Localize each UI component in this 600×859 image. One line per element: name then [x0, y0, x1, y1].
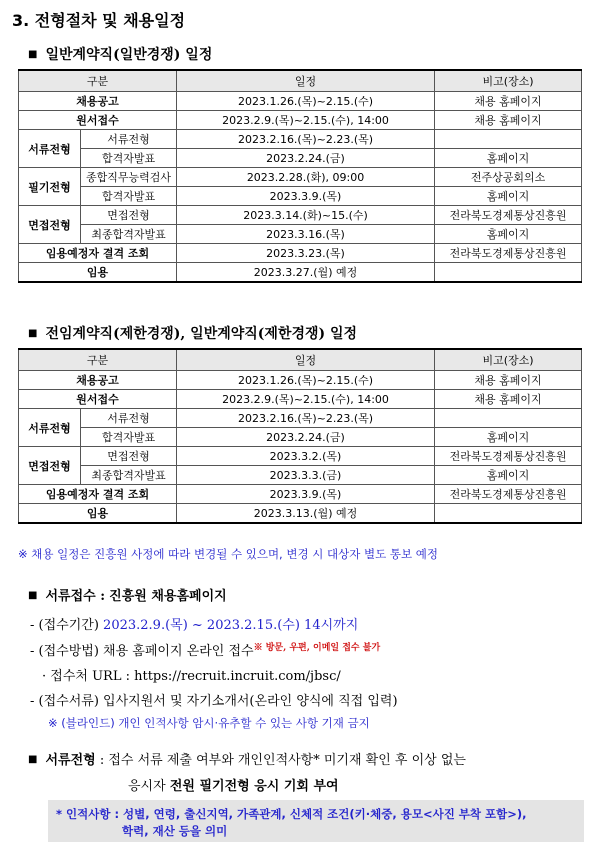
- row-subcategory: 합격자발표: [81, 428, 177, 447]
- table-row: [19, 409, 582, 428]
- row-remark: 홈페이지: [435, 466, 582, 485]
- section-title: 3. 전형절차 및 채용일정: [12, 11, 186, 30]
- row-remark: 전라북도경제통상진흥원: [435, 447, 582, 466]
- table-header-row: [19, 70, 582, 92]
- table-row: [19, 485, 582, 504]
- row-date: 2023.3.14.(화)~15.(수): [177, 206, 435, 225]
- screening-text-1: : 접수 서류 제출 여부와 개인인적사항* 미기재 확인 후 이상 없는: [99, 753, 466, 768]
- row-date: 2023.3.16.(목): [177, 225, 435, 244]
- row-group: 서류전형: [19, 130, 81, 168]
- row-remark: 채용 홈페이지: [435, 371, 582, 390]
- documents-line: - (접수서류) 입사지원서 및 자기소개서(온라인 양식에 직접 입력): [30, 694, 398, 709]
- row-remark: 전라북도경제통상진흥원: [435, 206, 582, 225]
- row-remark: 채용 홈페이지: [435, 111, 582, 130]
- table-row: [19, 466, 582, 485]
- row-date: 2023.2.16.(목)~2.23.(목): [177, 130, 435, 149]
- table-row: [19, 263, 582, 283]
- row-date: 2023.3.23.(목): [177, 244, 435, 263]
- row-remark: 전라북도경제통상진흥원: [435, 485, 582, 504]
- row-date: 2023.2.9.(목)~2.15.(수), 14:00: [177, 390, 435, 409]
- row-subcategory: 서류전형: [81, 409, 177, 428]
- screening-line-1: [28, 749, 466, 768]
- row-date: 2023.2.9.(목)~2.15.(수), 14:00: [177, 111, 435, 130]
- personal-info-line-2: 학력, 재산 등을 의미: [122, 824, 228, 838]
- header-remarks: 비고(장소): [435, 70, 582, 92]
- row-remark: 홈페이지: [435, 187, 582, 206]
- table-row: [19, 244, 582, 263]
- row-subcategory: 면접전형: [81, 447, 177, 466]
- row-remark: 전주상공회의소: [435, 168, 582, 187]
- row-remark: 홈페이지: [435, 225, 582, 244]
- row-remark: 홈페이지: [435, 149, 582, 168]
- period-line: [30, 614, 358, 633]
- row-date: 2023.2.16.(목)~2.23.(목): [177, 409, 435, 428]
- row-subcategory: 서류전형: [81, 130, 177, 149]
- screening-label: 서류전형: [45, 753, 96, 768]
- method-text: - (접수방법) 채용 홈페이지 온라인 접수: [30, 644, 254, 659]
- row-subcategory: 면접전형: [81, 206, 177, 225]
- row-subcategory: 합격자발표: [81, 149, 177, 168]
- schedule-table-general: [18, 69, 582, 283]
- subsection-title-2-text: 전임계약직(제한경쟁), 일반계약직(제한경쟁) 일정: [45, 326, 358, 342]
- row-category: 채용공고: [19, 92, 177, 111]
- subsection-title-2: [28, 323, 357, 343]
- row-date: 2023.1.26.(목)~2.15.(수): [177, 92, 435, 111]
- subsection-title-1: [28, 44, 212, 64]
- row-date: 2023.2.24.(금): [177, 149, 435, 168]
- row-remark: 전라북도경제통상진흥원: [435, 244, 582, 263]
- row-date: 2023.3.9.(목): [177, 187, 435, 206]
- doc-submission-heading: [28, 585, 227, 604]
- header-schedule: 일정: [177, 349, 435, 371]
- row-remark: 채용 홈페이지: [435, 92, 582, 111]
- row-category: 원서접수: [19, 390, 177, 409]
- schedule-change-note: ※ 채용 일정은 진흥원 사정에 따라 변경될 수 있으며, 변경 시 대상자 별도 통보 예정: [18, 547, 438, 561]
- table-row: [19, 130, 582, 149]
- table-row: [19, 92, 582, 111]
- row-date: 2023.3.13.(월) 예정: [177, 504, 435, 524]
- row-date: 2023.3.2.(목): [177, 447, 435, 466]
- table-row: [19, 371, 582, 390]
- table-row: [19, 428, 582, 447]
- table-row: [19, 111, 582, 130]
- screening-text-2a: 응시자: [128, 779, 170, 794]
- row-remark: 홈페이지: [435, 428, 582, 447]
- square-bullet-icon: ■: [28, 754, 38, 765]
- table-row: [19, 504, 582, 524]
- square-bullet-icon: ■: [28, 49, 38, 60]
- row-subcategory: 합격자발표: [81, 187, 177, 206]
- row-subcategory: 최종합격자발표: [81, 225, 177, 244]
- square-bullet-icon: ■: [28, 590, 38, 601]
- table-row: [19, 187, 582, 206]
- header-schedule: 일정: [177, 70, 435, 92]
- row-remark: [435, 409, 582, 428]
- doc-submission-value: 진흥원 채용홈페이지: [109, 589, 227, 604]
- row-date: 2023.3.27.(월) 예정: [177, 263, 435, 283]
- row-date: 2023.2.28.(화), 09:00: [177, 168, 435, 187]
- screening-line-2: [128, 775, 339, 794]
- blind-note: ※ (블라인드) 개인 인적사항 암시·유추할 수 있는 사항 기재 금지: [48, 716, 370, 730]
- square-bullet-icon: ■: [28, 328, 38, 339]
- doc-submission-label: 서류접수 :: [45, 589, 106, 604]
- row-subcategory: 종합직무능력검사: [81, 168, 177, 187]
- table-row: [19, 168, 582, 187]
- row-subcategory: 최종합격자발표: [81, 466, 177, 485]
- row-date: 2023.3.9.(목): [177, 485, 435, 504]
- row-remark: [435, 504, 582, 524]
- personal-info-line-1: * 인적사항 : 성별, 연령, 출신지역, 가족관계, 신체적 조건(키·체중, 용모<사진 부착 포함>),: [56, 807, 527, 821]
- row-category: 임용예정자 결격 조회: [19, 485, 177, 504]
- period-label: - (접수기간): [30, 618, 99, 633]
- row-remark: [435, 130, 582, 149]
- row-category: 임용: [19, 504, 177, 524]
- table-header-row: [19, 349, 582, 371]
- row-group: 면접전형: [19, 206, 81, 244]
- subsection-title-1-text: 일반계약직(일반경쟁) 일정: [45, 47, 213, 63]
- row-category: 임용: [19, 263, 177, 283]
- table-row: [19, 390, 582, 409]
- row-remark: 채용 홈페이지: [435, 390, 582, 409]
- header-remarks: 비고(장소): [435, 349, 582, 371]
- row-group: 면접전형: [19, 447, 81, 485]
- table-row: [19, 149, 582, 168]
- row-group: 서류전형: [19, 409, 81, 447]
- row-remark: [435, 263, 582, 283]
- method-line: [30, 640, 380, 659]
- row-group: 필기전형: [19, 168, 81, 206]
- schedule-table-restricted: [18, 348, 582, 524]
- row-category: 원서접수: [19, 111, 177, 130]
- header-category: 구분: [19, 349, 177, 371]
- table-row: [19, 447, 582, 466]
- method-note: ※ 방문, 우편, 이메일 접수 불가: [253, 643, 381, 653]
- table-row: [19, 206, 582, 225]
- period-value: 2023.2.9.(목) ~ 2023.2.15.(수) 14시까지: [103, 618, 359, 633]
- row-category: 채용공고: [19, 371, 177, 390]
- header-category: 구분: [19, 70, 177, 92]
- row-category: 임용예정자 결격 조회: [19, 244, 177, 263]
- row-date: 2023.2.24.(금): [177, 428, 435, 447]
- row-date: 2023.3.3.(금): [177, 466, 435, 485]
- row-date: 2023.1.26.(목)~2.15.(수): [177, 371, 435, 390]
- url-line: · 접수처 URL : https://recruit.incruit.com/jbsc/: [42, 669, 341, 684]
- screening-text-2b: 전원 필기전형 응시 기회 부여: [169, 779, 339, 794]
- table-row: [19, 225, 582, 244]
